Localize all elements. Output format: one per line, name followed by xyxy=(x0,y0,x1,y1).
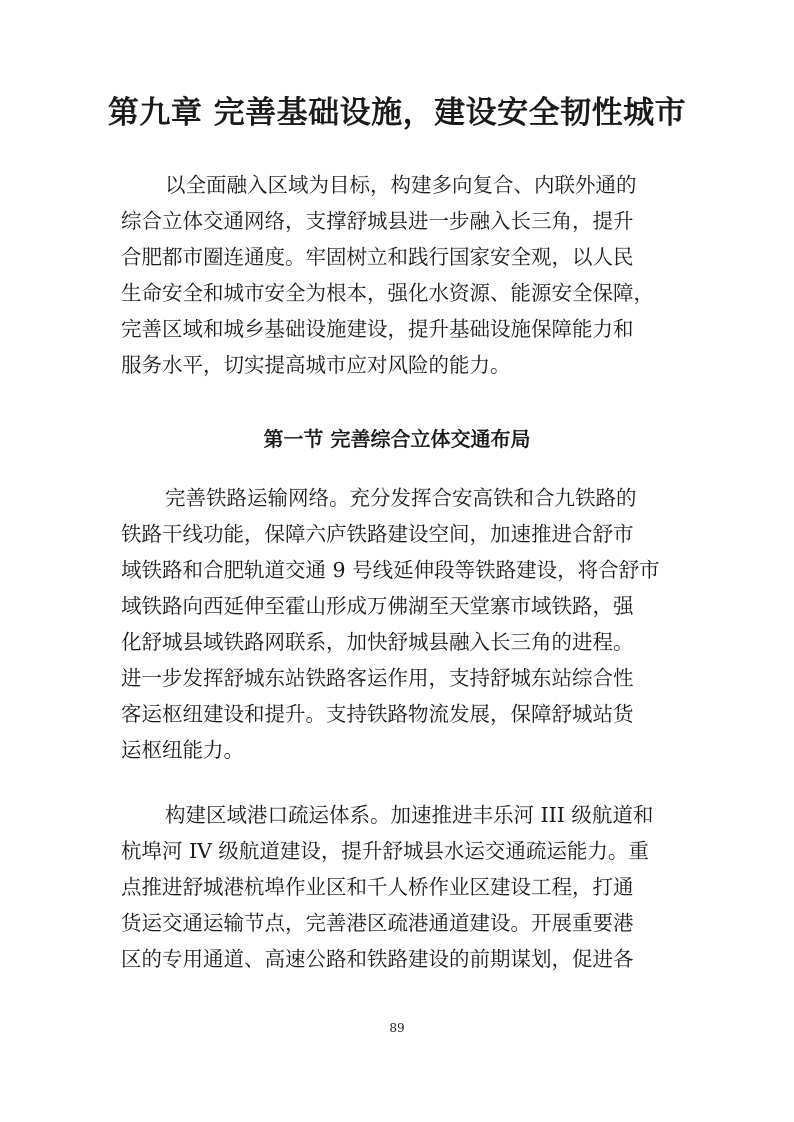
chapter-title: 第九章 完善基础设施，建设安全韧性城市 xyxy=(107,95,687,131)
paragraph-line: 货运交通运输节点，完善港区疏港通道建设。开展重要港 xyxy=(121,911,634,935)
paragraph-line: 铁路干线功能，保障六庐铁路建设空间，加速推进合舒市 xyxy=(121,522,634,546)
paragraph-line: 化舒城县域铁路网联系，加快舒城县融入长三角的进程。 xyxy=(121,630,634,654)
paragraph-line: 服务水平，切实提高城市应对风险的能力。 xyxy=(121,353,511,377)
paragraph-line: 区的专用通道、高速公路和铁路建设的前期谋划，促进各 xyxy=(121,947,634,971)
paragraph-line: 完善铁路运输网络。充分发挥合安高铁和合九铁路的 xyxy=(165,486,637,510)
port-paragraph xyxy=(121,797,701,977)
paragraph-line: 完善区域和城乡基础设施建设，提升基础设施保障能力和 xyxy=(121,317,634,341)
paragraph-line: 进一步发挥舒城东站铁路客运作用，支持舒城东站综合性 xyxy=(121,666,634,690)
intro-paragraph xyxy=(121,167,701,383)
section-heading: 第一节 完善综合立体交通布局 xyxy=(263,427,531,451)
paragraph-line: 运枢纽能力。 xyxy=(121,738,244,762)
paragraph-line: 域铁路向西延伸至霍山形成万佛湖至天堂寨市域铁路，强 xyxy=(121,594,634,618)
paragraph-line: 生命安全和城市安全为根本，强化水资源、能源安全保障， xyxy=(121,281,654,305)
paragraph-line: 构建区域港口疏运体系。加速推进丰乐河 III 级航道和 xyxy=(165,803,654,827)
paragraph-line: 合肥都市圈连通度。牢固树立和践行国家安全观，以人民 xyxy=(121,245,634,269)
paragraph-line: 点推进舒城港杭埠作业区和千人桥作业区建设工程，打通 xyxy=(121,875,634,899)
paragraph-line: 客运枢纽建设和提升。支持铁路物流发展，保障舒城站货 xyxy=(121,702,634,726)
paragraph-line: 域铁路和合肥轨道交通 9 号线延伸段等铁路建设，将合舒市 xyxy=(121,558,660,582)
paragraph-line: 以全面融入区域为目标，构建多向复合、内联外通的 xyxy=(165,173,637,197)
paragraph-line: 综合立体交通网络，支撑舒城县进一步融入长三角，提升 xyxy=(121,209,634,233)
paragraph-line: 杭埠河 IV 级航道建设，提升舒城县水运交通疏运能力。重 xyxy=(121,839,649,863)
railway-paragraph xyxy=(121,480,701,768)
page-number: 89 xyxy=(389,1021,405,1035)
